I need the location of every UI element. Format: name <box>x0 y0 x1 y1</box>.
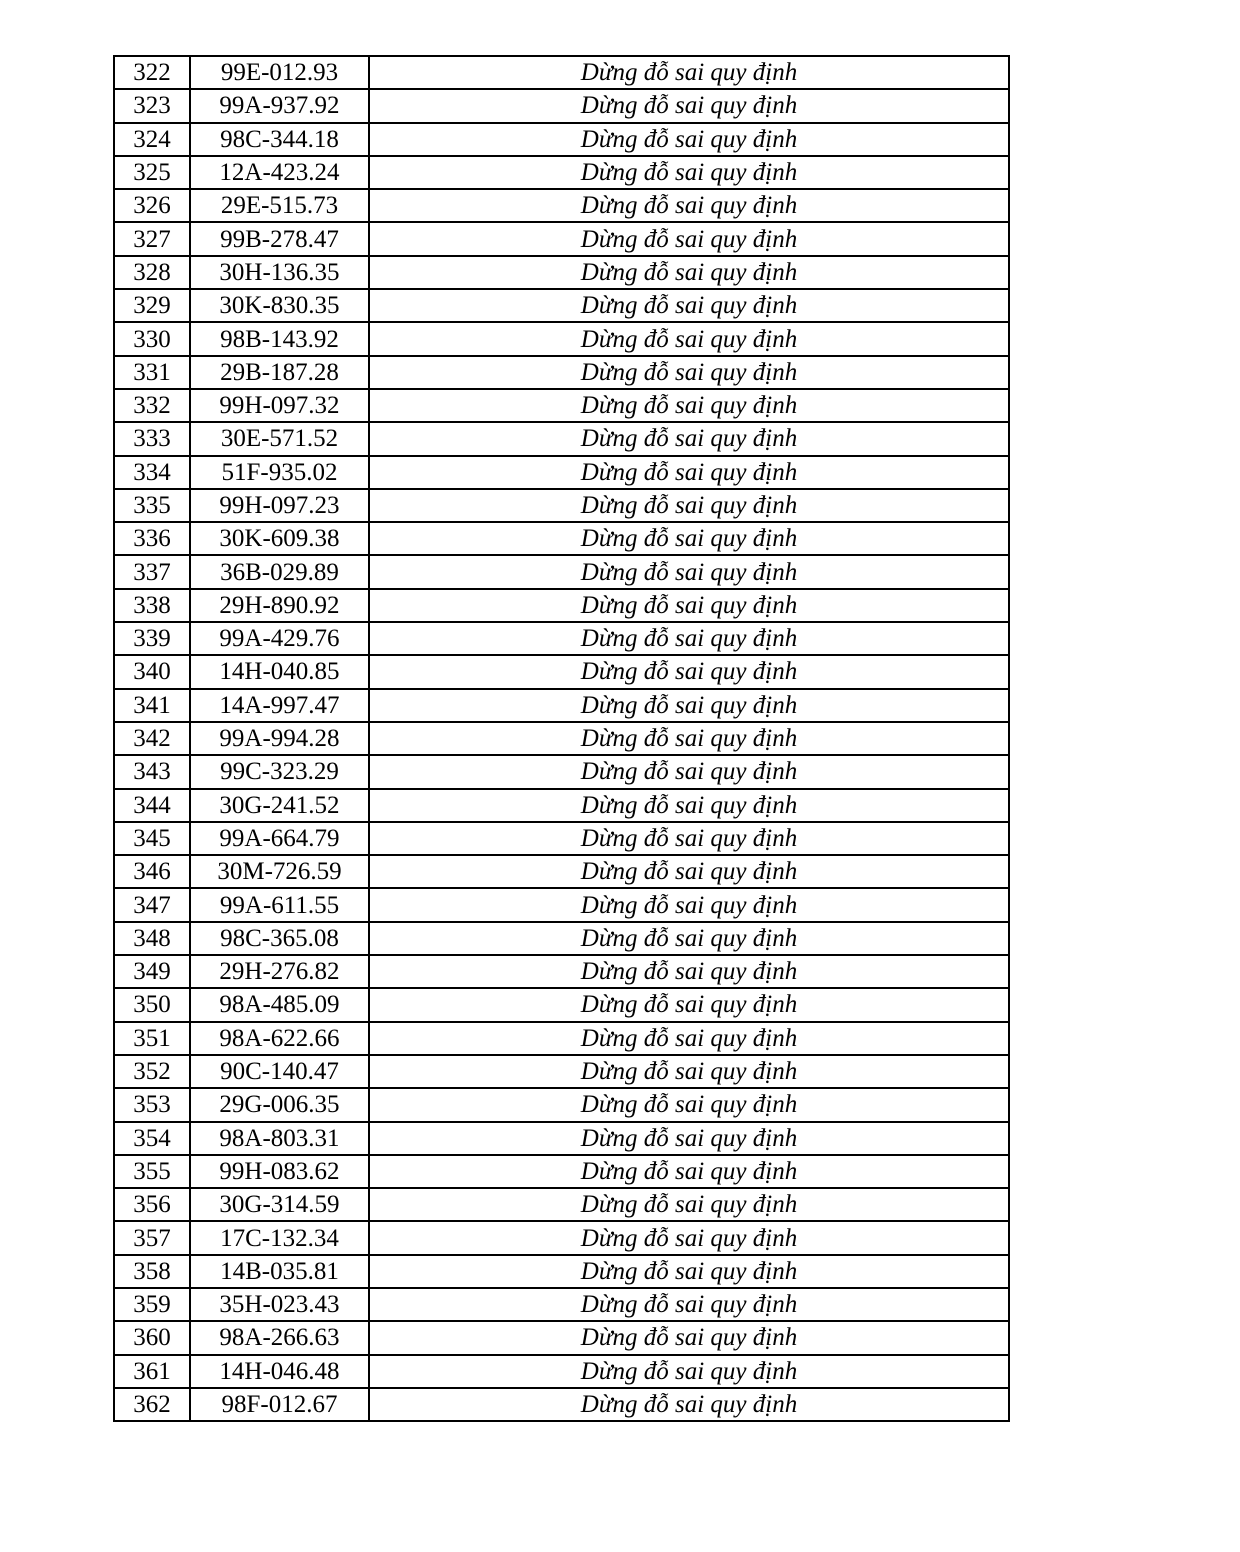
table-row <box>114 1355 1009 1388</box>
row-number-cell: 353 <box>114 1088 190 1121</box>
violation-description-cell: Dừng đỗ sai quy định <box>369 1122 1009 1155</box>
row-number-cell: 347 <box>114 888 190 921</box>
table-row <box>114 1055 1009 1088</box>
violation-description-cell: Dừng đỗ sai quy định <box>369 888 1009 921</box>
table-row <box>114 123 1009 156</box>
table-row <box>114 622 1009 655</box>
license-plate-cell: 30G-241.52 <box>190 789 369 822</box>
violation-description-cell: Dừng đỗ sai quy định <box>369 422 1009 455</box>
row-number-cell: 345 <box>114 822 190 855</box>
license-plate-cell: 14B-035.81 <box>190 1255 369 1288</box>
row-number-cell: 348 <box>114 922 190 955</box>
row-number-cell: 327 <box>114 222 190 255</box>
license-plate-cell: 98A-485.09 <box>190 988 369 1021</box>
row-number-cell: 346 <box>114 855 190 888</box>
row-number-cell: 331 <box>114 356 190 389</box>
row-number-cell: 337 <box>114 555 190 588</box>
violation-description-cell: Dừng đỗ sai quy định <box>369 189 1009 222</box>
license-plate-cell: 29B-187.28 <box>190 356 369 389</box>
row-number-cell: 328 <box>114 256 190 289</box>
violation-description-cell: Dừng đỗ sai quy định <box>369 822 1009 855</box>
table-row <box>114 888 1009 921</box>
license-plate-cell: 29H-276.82 <box>190 955 369 988</box>
row-number-cell: 349 <box>114 955 190 988</box>
table-row <box>114 156 1009 189</box>
license-plate-cell: 98A-622.66 <box>190 1022 369 1055</box>
row-number-cell: 329 <box>114 289 190 322</box>
violation-description-cell: Dừng đỗ sai quy định <box>369 256 1009 289</box>
violation-description-cell: Dừng đỗ sai quy định <box>369 322 1009 355</box>
table-row <box>114 689 1009 722</box>
violation-description-cell: Dừng đỗ sai quy định <box>369 1221 1009 1254</box>
row-number-cell: 325 <box>114 156 190 189</box>
violation-description-cell: Dừng đỗ sai quy định <box>369 1355 1009 1388</box>
license-plate-cell: 30E-571.52 <box>190 422 369 455</box>
license-plate-cell: 30K-830.35 <box>190 289 369 322</box>
row-number-cell: 343 <box>114 755 190 788</box>
license-plate-cell: 30H-136.35 <box>190 256 369 289</box>
row-number-cell: 326 <box>114 189 190 222</box>
license-plate-cell: 14A-997.47 <box>190 689 369 722</box>
violation-description-cell: Dừng đỗ sai quy định <box>369 222 1009 255</box>
table-row <box>114 988 1009 1021</box>
violation-description-cell: Dừng đỗ sai quy định <box>369 1288 1009 1321</box>
license-plate-cell: 98C-344.18 <box>190 123 369 156</box>
violation-description-cell: Dừng đỗ sai quy định <box>369 1255 1009 1288</box>
license-plate-cell: 98A-266.63 <box>190 1321 369 1354</box>
violation-description-cell: Dừng đỗ sai quy định <box>369 389 1009 422</box>
license-plate-cell: 99A-994.28 <box>190 722 369 755</box>
license-plate-cell: 99A-611.55 <box>190 888 369 921</box>
violation-description-cell: Dừng đỗ sai quy định <box>369 722 1009 755</box>
violation-description-cell: Dừng đỗ sai quy định <box>369 56 1009 89</box>
violation-description-cell: Dừng đỗ sai quy định <box>369 1321 1009 1354</box>
row-number-cell: 355 <box>114 1155 190 1188</box>
row-number-cell: 341 <box>114 689 190 722</box>
table-row <box>114 855 1009 888</box>
violation-description-cell: Dừng đỗ sai quy định <box>369 555 1009 588</box>
license-plate-cell: 98B-143.92 <box>190 322 369 355</box>
violation-description-cell: Dừng đỗ sai quy định <box>369 156 1009 189</box>
table-row <box>114 1221 1009 1254</box>
violations-table-body <box>114 56 1009 1421</box>
violation-description-cell: Dừng đỗ sai quy định <box>369 922 1009 955</box>
table-row <box>114 589 1009 622</box>
table-row <box>114 955 1009 988</box>
license-plate-cell: 98A-803.31 <box>190 1122 369 1155</box>
license-plate-cell: 99A-937.92 <box>190 89 369 122</box>
table-row <box>114 1321 1009 1354</box>
violation-description-cell: Dừng đỗ sai quy định <box>369 689 1009 722</box>
violation-description-cell: Dừng đỗ sai quy định <box>369 789 1009 822</box>
violation-description-cell: Dừng đỗ sai quy định <box>369 655 1009 688</box>
violation-description-cell: Dừng đỗ sai quy định <box>369 89 1009 122</box>
violation-description-cell: Dừng đỗ sai quy định <box>369 622 1009 655</box>
row-number-cell: 323 <box>114 89 190 122</box>
table-row <box>114 555 1009 588</box>
violation-description-cell: Dừng đỗ sai quy định <box>369 955 1009 988</box>
table-row <box>114 822 1009 855</box>
row-number-cell: 332 <box>114 389 190 422</box>
license-plate-cell: 30G-314.59 <box>190 1188 369 1221</box>
table-row <box>114 655 1009 688</box>
table-row <box>114 1288 1009 1321</box>
table-row <box>114 222 1009 255</box>
license-plate-cell: 98F-012.67 <box>190 1388 369 1421</box>
table-row <box>114 1188 1009 1221</box>
violation-description-cell: Dừng đỗ sai quy định <box>369 356 1009 389</box>
row-number-cell: 334 <box>114 456 190 489</box>
violation-description-cell: Dừng đỗ sai quy định <box>369 1088 1009 1121</box>
violation-description-cell: Dừng đỗ sai quy định <box>369 522 1009 555</box>
violation-description-cell: Dừng đỗ sai quy định <box>369 1188 1009 1221</box>
table-row <box>114 789 1009 822</box>
row-number-cell: 350 <box>114 988 190 1021</box>
table-row <box>114 422 1009 455</box>
table-row <box>114 356 1009 389</box>
row-number-cell: 360 <box>114 1321 190 1354</box>
license-plate-cell: 12A-423.24 <box>190 156 369 189</box>
table-row <box>114 289 1009 322</box>
license-plate-cell: 14H-040.85 <box>190 655 369 688</box>
table-row <box>114 322 1009 355</box>
violation-description-cell: Dừng đỗ sai quy định <box>369 123 1009 156</box>
table-row <box>114 1088 1009 1121</box>
row-number-cell: 357 <box>114 1221 190 1254</box>
table-row <box>114 256 1009 289</box>
violation-description-cell: Dừng đỗ sai quy định <box>369 289 1009 322</box>
license-plate-cell: 29H-890.92 <box>190 589 369 622</box>
violation-description-cell: Dừng đỗ sai quy định <box>369 1155 1009 1188</box>
violation-description-cell: Dừng đỗ sai quy định <box>369 1055 1009 1088</box>
table-row <box>114 1022 1009 1055</box>
table-row <box>114 56 1009 89</box>
license-plate-cell: 99C-323.29 <box>190 755 369 788</box>
violation-description-cell: Dừng đỗ sai quy định <box>369 456 1009 489</box>
table-row <box>114 456 1009 489</box>
license-plate-cell: 99A-429.76 <box>190 622 369 655</box>
license-plate-cell: 90C-140.47 <box>190 1055 369 1088</box>
table-row <box>114 1255 1009 1288</box>
table-row <box>114 922 1009 955</box>
table-row <box>114 522 1009 555</box>
license-plate-cell: 99B-278.47 <box>190 222 369 255</box>
row-number-cell: 336 <box>114 522 190 555</box>
row-number-cell: 361 <box>114 1355 190 1388</box>
row-number-cell: 344 <box>114 789 190 822</box>
license-plate-cell: 30M-726.59 <box>190 855 369 888</box>
license-plate-cell: 29E-515.73 <box>190 189 369 222</box>
license-plate-cell: 99E-012.93 <box>190 56 369 89</box>
row-number-cell: 330 <box>114 322 190 355</box>
row-number-cell: 333 <box>114 422 190 455</box>
violation-description-cell: Dừng đỗ sai quy định <box>369 489 1009 522</box>
row-number-cell: 359 <box>114 1288 190 1321</box>
row-number-cell: 335 <box>114 489 190 522</box>
violation-description-cell: Dừng đỗ sai quy định <box>369 1022 1009 1055</box>
license-plate-cell: 29G-006.35 <box>190 1088 369 1121</box>
row-number-cell: 324 <box>114 123 190 156</box>
table-row <box>114 89 1009 122</box>
violation-description-cell: Dừng đỗ sai quy định <box>369 855 1009 888</box>
license-plate-cell: 99H-083.62 <box>190 1155 369 1188</box>
license-plate-cell: 99H-097.32 <box>190 389 369 422</box>
table-row <box>114 389 1009 422</box>
violation-description-cell: Dừng đỗ sai quy định <box>369 589 1009 622</box>
license-plate-cell: 14H-046.48 <box>190 1355 369 1388</box>
table-row <box>114 722 1009 755</box>
row-number-cell: 354 <box>114 1122 190 1155</box>
license-plate-cell: 30K-609.38 <box>190 522 369 555</box>
license-plate-cell: 98C-365.08 <box>190 922 369 955</box>
violations-table <box>113 55 1010 1422</box>
license-plate-cell: 99A-664.79 <box>190 822 369 855</box>
row-number-cell: 338 <box>114 589 190 622</box>
row-number-cell: 358 <box>114 1255 190 1288</box>
row-number-cell: 351 <box>114 1022 190 1055</box>
table-row <box>114 1388 1009 1421</box>
row-number-cell: 362 <box>114 1388 190 1421</box>
row-number-cell: 342 <box>114 722 190 755</box>
row-number-cell: 356 <box>114 1188 190 1221</box>
table-row <box>114 1122 1009 1155</box>
row-number-cell: 339 <box>114 622 190 655</box>
row-number-cell: 340 <box>114 655 190 688</box>
license-plate-cell: 35H-023.43 <box>190 1288 369 1321</box>
violation-description-cell: Dừng đỗ sai quy định <box>369 755 1009 788</box>
table-row <box>114 489 1009 522</box>
row-number-cell: 322 <box>114 56 190 89</box>
license-plate-cell: 99H-097.23 <box>190 489 369 522</box>
license-plate-cell: 51F-935.02 <box>190 456 369 489</box>
license-plate-cell: 36B-029.89 <box>190 555 369 588</box>
table-row <box>114 189 1009 222</box>
violation-description-cell: Dừng đỗ sai quy định <box>369 1388 1009 1421</box>
license-plate-cell: 17C-132.34 <box>190 1221 369 1254</box>
table-row <box>114 1155 1009 1188</box>
table-row <box>114 755 1009 788</box>
row-number-cell: 352 <box>114 1055 190 1088</box>
violation-description-cell: Dừng đỗ sai quy định <box>369 988 1009 1021</box>
